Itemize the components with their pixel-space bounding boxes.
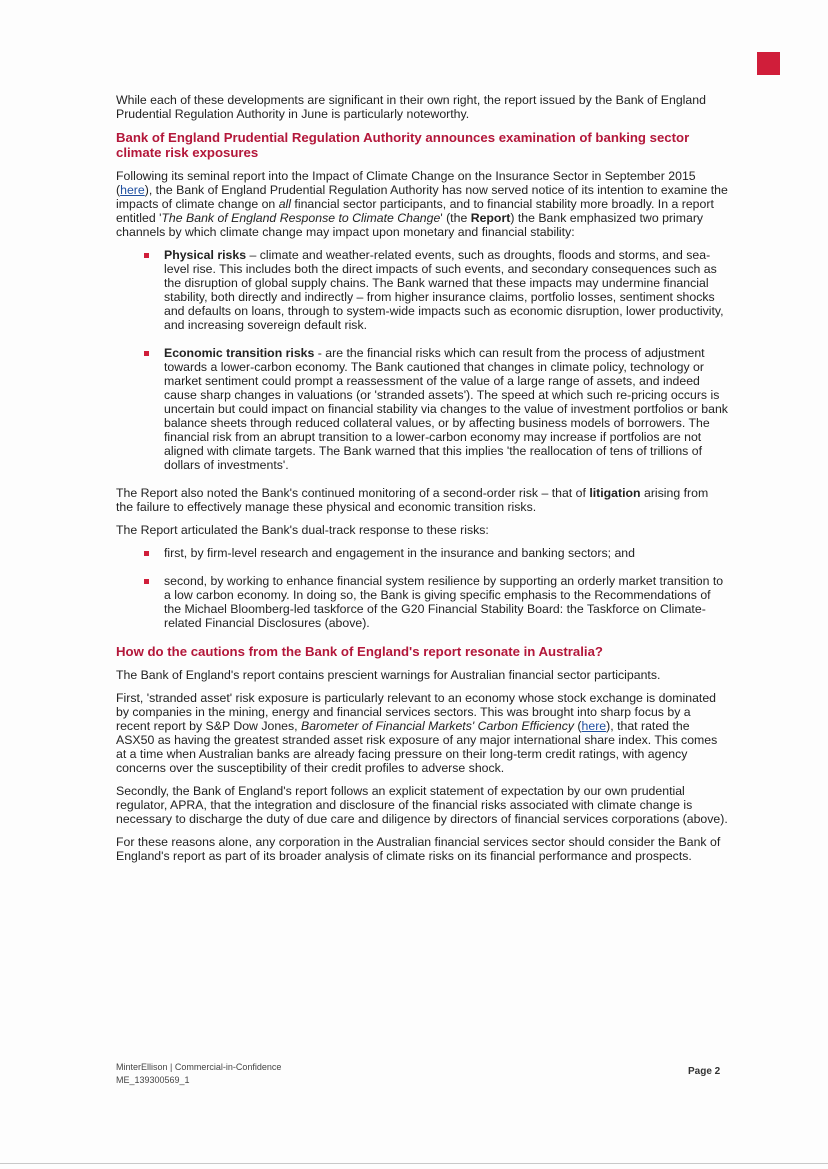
intro-paragraph: While each of these developments are significant in their own right, the report issued by the Bank of England Prudential Regulation Authority in June is particularly noteworthy. [116,93,706,121]
section-heading-australia: How do the cautions from the Bank of England's report resonate in Australia? [116,644,603,659]
bullet-icon [144,551,149,556]
risk-channels-list [116,248,728,472]
footer-company: MinterEllison | Commercial-in-Confidence [116,1062,282,1072]
list-item-economic-transition-risks: Economic transition risks - are the financial risks which can result from the process of adjustment towards a lower-carbon economy. The Bank cautioned that changes in climate policy, technology or market sentiment could prompt a reassessment of the value of a large range of assets, and indeed cause sharp changes in valuations (or 'stranded assets'). The speed at which such re-pricing occurs is uncertain but could impact on financial stability via changes to the value of investment portfolios or bank balance sheets through reduced collateral values, or by affecting business models of borrowers. The financial risk from an abrupt transition to a lower-carbon economy may increase if portfolios are not aligned with climate targets. The Bank warned that this implies 'the reallocation of tens of trillions of dollars of investments'. [116,346,728,472]
paragraph-apra: Secondly, the Bank of England's report follows an explicit statement of expectation by our own prudential regulator, APRA, that the integration and disclosure of the financial risks associated with climate change is necessary to discharge the duty of due care and diligence by directors of financial services corporations (above). [116,784,728,826]
page-bottom-divider [0,1163,828,1164]
footer-document-id: ME_139300569_1 [116,1075,190,1085]
bullet-icon [144,579,149,584]
bullet-icon [144,351,149,356]
footer-info [116,1061,281,1087]
list-item-physical-risks: Physical risks – climate and weather-related events, such as droughts, floods and storms, and sea-level rise. This includes both the direct impacts of such events, and secondary consequences such as the disruption of global supply chains. The Bank warned that these impacts may undermine financial stability, both directly and indirectly – from higher insurance claims, portfolio losses, sentiment shocks and defaults on loans, through to system-wide impacts such as economic disruption, lower productivity, and increasing sovereign default risk. [116,248,728,332]
list-item-second-response: second, by working to enhance financial system resilience by supporting an orderly market transition to a low carbon economy. In doing so, the Bank is giving specific emphasis to the Recommendations of the Michael Bloomberg-led taskforce of the G20 Financial Stability Board: the Taskforce on Climate-related Financial Disclosures (above). [116,574,728,630]
here-link-sp-report[interactable]: here [581,719,607,733]
here-link-insurance-report[interactable]: here [120,183,145,197]
paragraph-stranded-assets: First, 'stranded asset' risk exposure is particularly relevant to an economy whose stock exchange is dominated by companies in the mining, energy and financial services sectors. This was brought into sharp focus by a recent report by S&P Dow Jones, Barometer of Financial Markets' Carbon Efficiency (here), that rated the ASX50 as having the greatest stranded asset risk exposure of any major international share index. This comes at a time when Australian banks are already facing pressure on their long-term credit ratings, with agency concerns over the susceptibility of their credit profiles to adverse shock. [116,691,718,775]
brand-mark [757,52,780,75]
paragraph-litigation: The Report also noted the Bank's continued monitoring of a second-order risk – that of litigation arising from the failure to effectively manage these physical and economic transition risks. [116,486,709,514]
paragraph-following-report: Following its seminal report into the Impact of Climate Change on the Insurance Sector in September 2015 (here), the Bank of England Prudential Regulation Authority has now served notice of its intention to examine the impacts of climate change on all financial sector participants, and to financial stability more broadly. In a report entitled 'The Bank of England Response to Climate Change' (the Report) the Bank emphasized two primary channels by which climate change may impact upon monetary and financial stability: [116,169,728,239]
page-number: Page 2 [688,1066,721,1077]
paragraph-conclusion: For these reasons alone, any corporation in the Australian financial services sector should consider the Bank of England's report as part of its broader analysis of climate risks on its financial performance and prospects. [116,835,721,863]
document-body [116,93,728,872]
paragraph-prescient-warnings: The Bank of England's report contains prescient warnings for Australian financial sector participants. [116,668,661,682]
bullet-icon [144,253,149,258]
paragraph-dual-track: The Report articulated the Bank's dual-track response to these risks: [116,523,489,537]
list-item-first-response: first, by firm-level research and engagement in the insurance and banking sectors; and [116,546,728,560]
response-list [116,546,728,630]
section-heading-boe: Bank of England Prudential Regulation Authority announces examination of banking sector climate risk exposures [116,130,690,160]
